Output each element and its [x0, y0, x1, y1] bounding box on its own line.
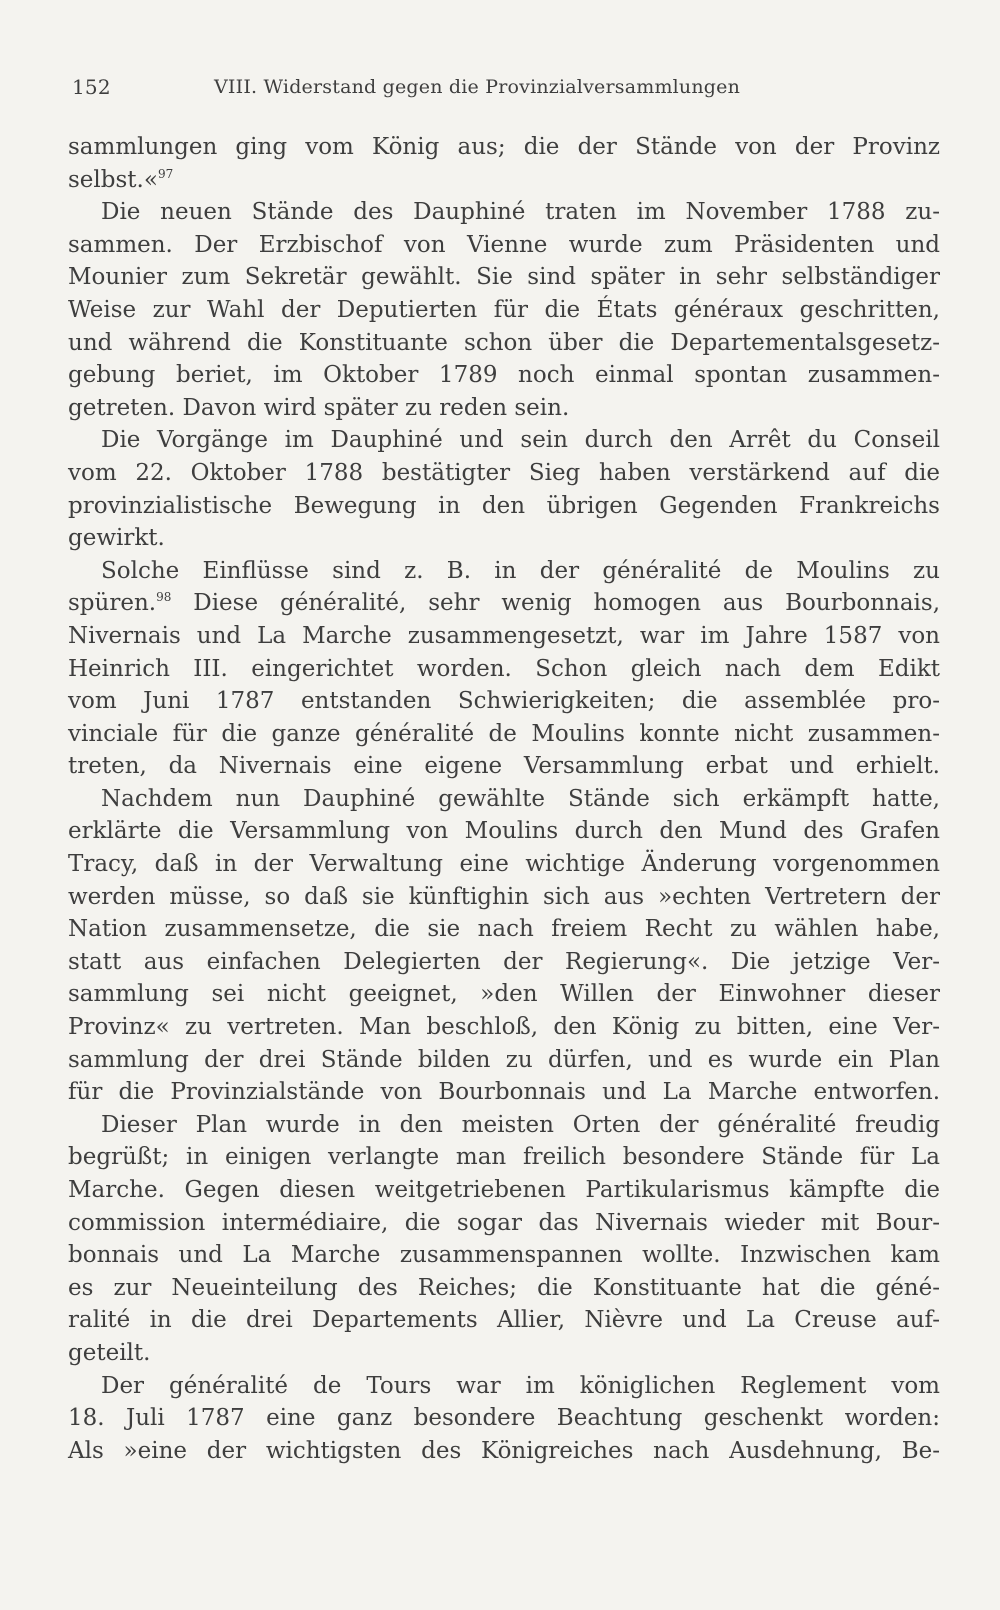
text-line-content: Solche Einflüsse sind z. B. in der généralité de Moulins zu	[101, 557, 940, 584]
text-line	[68, 1174, 940, 1207]
text-line	[68, 1239, 940, 1272]
text-line-content: bonnais und La Marche zusammenspannen wollte. Inzwischen kam	[68, 1242, 940, 1269]
text-line-content: es zur Neueinteilung des Reiches; die Konstituante hat die géné-	[68, 1274, 940, 1301]
text-line-content: Weise zur Wahl der Deputierten für die États généraux geschritten,	[68, 296, 940, 323]
text-line	[68, 620, 940, 653]
text-line-content: Nachdem nun Dauphiné gewählte Stände sich erkämpft hatte,	[101, 785, 940, 812]
text-line-content: Als »eine der wichtigsten des Königreiches nach Ausdehnung, Be-	[68, 1437, 940, 1464]
text-line-content: und während die Konstituante schon über die Departementalsgesetz-	[68, 329, 940, 356]
text-line	[68, 1304, 940, 1337]
text-line-content: begrüßt; in einigen verlangte man freilich besondere Stände für La	[68, 1144, 940, 1171]
text-line-content: Marche. Gegen diesen weitgetriebenen Partikularismus kämpfte die	[68, 1177, 940, 1203]
text-line	[68, 1076, 940, 1109]
text-line	[68, 718, 940, 751]
text-line-content: sammlung sei nicht geeignet, »den Willen der Einwohner dieser	[68, 981, 940, 1008]
running-title: VIII. Widerstand gegen die Provinzialversammlungen	[214, 76, 741, 98]
text-line-content: 18. Juli 1787 eine ganz besondere Beachtung geschenkt worden:	[68, 1405, 940, 1432]
text-line-content: gebung beriet, im Oktober 1789 noch einmal spontan zusammen-	[68, 362, 940, 389]
text-line-continuation: Diese généralité, sehr wenig homogen aus Bourbonnais,	[171, 590, 940, 617]
text-line-content: Provinz« zu vertreten. Man beschloß, den König zu bitten, eine Ver-	[68, 1014, 940, 1041]
text-line	[68, 457, 940, 490]
text-line	[68, 685, 940, 718]
text-line	[68, 392, 940, 425]
text-line	[68, 490, 940, 523]
page-number: 152	[72, 75, 111, 99]
text-line	[68, 1207, 940, 1240]
text-line-content: vom 22. Oktober 1788 bestätigter Sieg haben verstärkend auf die	[68, 459, 940, 486]
text-line-content: vinciale für die ganze généralité de Moulins konnte nicht zusammen-	[68, 720, 940, 747]
text-line-content: provinzialistische Bewegung in den übrigen Gegenden Frankreichs	[68, 492, 940, 519]
text-line	[68, 359, 940, 392]
text-line-content: Die neuen Stände des Dauphiné traten im November 1788 zu-	[101, 199, 940, 226]
body-text	[68, 131, 940, 1467]
text-line-content: Heinrich III. eingerichtet worden. Schon gleich nach dem Edikt	[68, 655, 940, 682]
text-line-content: Nivernais und La Marche zusammengesetzt, war im Jahre 1587 von	[68, 622, 940, 649]
text-line	[68, 815, 940, 848]
text-line	[68, 1337, 940, 1370]
text-line-content: sammen. Der Erzbischof von Vienne wurde zum Präsidenten und	[68, 231, 940, 258]
text-line	[68, 1435, 940, 1468]
text-line	[68, 848, 940, 881]
text-line-content: getreten. Davon wird später zu reden sein.	[68, 394, 570, 421]
text-line-content: selbst.«	[68, 166, 158, 193]
text-line-content: werden müsse, so daß sie künftighin sich aus »echten Vertretern der	[68, 883, 940, 910]
text-line-content: Mounier zum Sekretär gewählt. Sie sind später in sehr selbständiger	[68, 264, 940, 291]
text-line	[68, 294, 940, 327]
text-line	[68, 587, 940, 620]
running-head	[72, 72, 942, 102]
text-line-content: erklärte die Versammlung von Moulins durch den Mund des Grafen	[68, 818, 940, 845]
text-line	[68, 1141, 940, 1174]
text-line	[68, 1011, 940, 1044]
text-line-content: Dieser Plan wurde in den meisten Orten der généralité freudig	[101, 1111, 940, 1138]
text-line-content: ralité in die drei Departements Allier, Nièvre und La Creuse auf-	[68, 1307, 940, 1334]
text-line	[68, 1109, 940, 1142]
text-line-content: Der généralité de Tours war im königlichen Reglement vom	[101, 1372, 940, 1399]
text-line	[68, 653, 940, 686]
text-line-content: sammlungen ging vom König aus; die der Stände von der Provinz	[68, 134, 940, 160]
text-line-content: statt aus einfachen Delegierten der Regierung«. Die jetzige Ver-	[68, 948, 940, 975]
text-line	[68, 522, 940, 555]
text-line-content: sammlung der drei Stände bilden zu dürfen, und es wurde ein Plan	[68, 1046, 940, 1073]
text-line-content: commission intermédiaire, die sogar das Nivernais wieder mit Bour-	[68, 1209, 940, 1236]
text-line-content: spüren.	[68, 590, 157, 617]
text-line	[68, 1272, 940, 1305]
footnote-reference[interactable]: 97	[157, 166, 174, 181]
text-line	[68, 783, 940, 816]
text-line	[68, 750, 940, 783]
text-line	[68, 424, 940, 457]
text-line	[68, 1044, 940, 1077]
text-line	[68, 196, 940, 229]
text-line	[68, 555, 940, 588]
text-line	[68, 229, 940, 262]
text-line	[68, 881, 940, 914]
text-line	[68, 978, 940, 1011]
footnote-reference[interactable]: 98	[156, 590, 172, 605]
text-line-content: Tracy, daß in der Verwaltung eine wichtige Änderung vorgenommen	[68, 851, 940, 878]
text-line-content: Die Vorgänge im Dauphiné und sein durch den Arrêt du Conseil	[101, 427, 940, 454]
text-line	[68, 1402, 940, 1435]
text-line-content: Nation zusammensetze, die sie nach freiem Recht zu wählen habe,	[68, 916, 940, 943]
text-line	[68, 913, 940, 946]
text-line	[68, 327, 940, 360]
text-line-content: gewirkt.	[68, 525, 165, 552]
text-line	[68, 164, 940, 197]
text-line-content: treten, da Nivernais eine eigene Versammlung erbat und erhielt.	[68, 753, 940, 780]
text-line	[68, 131, 940, 164]
text-line-content: geteilt.	[68, 1339, 151, 1366]
text-line-content: vom Juni 1787 entstanden Schwierigkeiten; die assemblée pro-	[68, 688, 940, 715]
text-line	[68, 1370, 940, 1403]
text-line-content: für die Provinzialstände von Bourbonnais und La Marche entworfen.	[68, 1079, 940, 1106]
text-line	[68, 261, 940, 294]
text-line	[68, 946, 940, 979]
